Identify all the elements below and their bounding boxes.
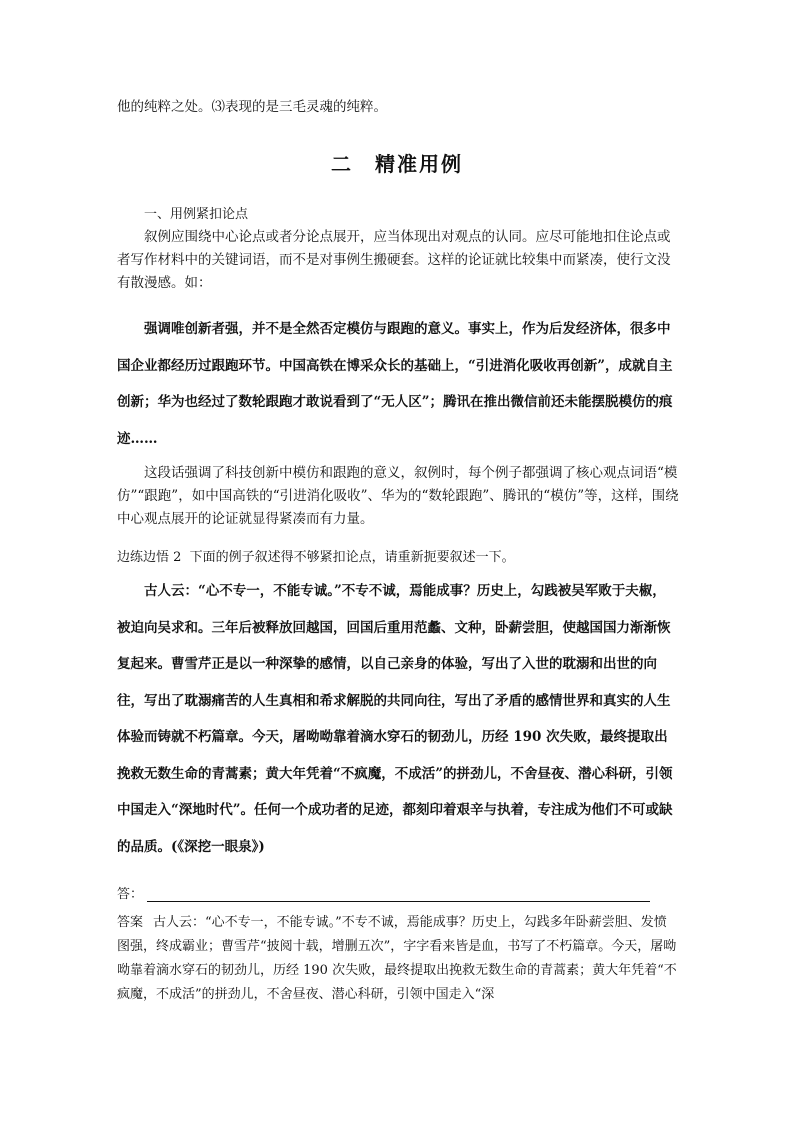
answer-blank-line[interactable]: [147, 901, 650, 902]
answer-tag: 答案: [117, 915, 144, 930]
subheading: 一、用例紧扣论点: [144, 207, 249, 222]
exercise-paragraph: 古人云：“心不专一，不能专诚。”不专不诚，焉能成事？历史上，勾践被吴军败于夫椒，被迫向吴求和。三年后被释放回越国，回国后重用范蠡、文种，卧薪尝胆，使越国国力渐渐恢复起来。曹雪芹正是以一种深挚的感情，以自己亲身的体验，写出了入世的耽溺和出世的向往，写出了耽溺痛苦的人生真相和希求解脱的共同向往，写出了矛盾的感情世界和真实的人生体验而铸就不朽篇章。今天，屠呦呦靠着滴水穿石的韧劲儿，历经 190 次失败，最终提取出挽救无数生命的青蒿素；黄大年凭着“不疯魔，不成活”的拼劲儿，不舍昼夜、潜心科研，引领中国走入“深地时代”。任何一个成功者的足迹，都刻印着艰辛与执着，专注成为他们不可或缺的品质。(《深挖一眼泉》): [117, 583, 673, 855]
answer-label: 答：: [117, 887, 144, 902]
intro-paragraph: 叙例应围绕中心论点或者分论点展开，应当体现出对观点的认同。应尽可能地扣住论点或者写作材料中的关键词语，而不是对事例生搬硬套。这样的论证就比较集中而紧凑，使行文没有散漫感。如：: [117, 229, 671, 291]
example-paragraph: 强调唯创新者强，并不是全然否定模仿与跟跑的意义。事实上，作为后发经济体，很多中国企业都经历过跟跑环节。中国高铁在博采众长的基础上，“引进消化吸收再创新”，成就自主创新；华为也经过了数轮跟跑才敢说看到了“无人区”；腾讯在推出微信前还未能摆脱模仿的痕迹……: [117, 321, 673, 447]
exercise-prompt: 边练边悟 2 下面的例子叙述得不够紧扣论点，请重新扼要叙述一下。: [117, 550, 515, 565]
analysis-paragraph: 这段话强调了科技创新中模仿和跟跑的意义，叙例时，每个例子都强调了核心观点词语“模仿”“跟跑”，如中国高铁的“引进消化吸收”、华为的“数轮跟跑”、腾讯的“模仿”等，这样，围绕中心观点展开的论证就显得紧凑而有力量。: [117, 465, 679, 527]
answer-text: 古人云：“心不专一，不能专诚。”不专不诚，焉能成事？历史上，勾践多年卧薪尝胆、发愤图强，终成霸业；曹雪芹“披阅十载，增删五次”，字字看来皆是血，书写了不朽篇章。今天，屠呦呦靠着滴水穿石的韧劲儿，历经 190 次失败，最终提取出挽救无数生命的青蒿素；黄大年凭着“不疯魔，不成活”的拼劲儿，不舍昼夜、潜心科研，引领中国走入“深: [117, 915, 677, 1002]
section-title: 二 精准用例: [331, 152, 463, 176]
continued-line: 他的纯粹之处。⑶表现的是三毛灵魂的纯粹。: [117, 99, 387, 115]
answer-paragraph: [117, 911, 679, 1007]
